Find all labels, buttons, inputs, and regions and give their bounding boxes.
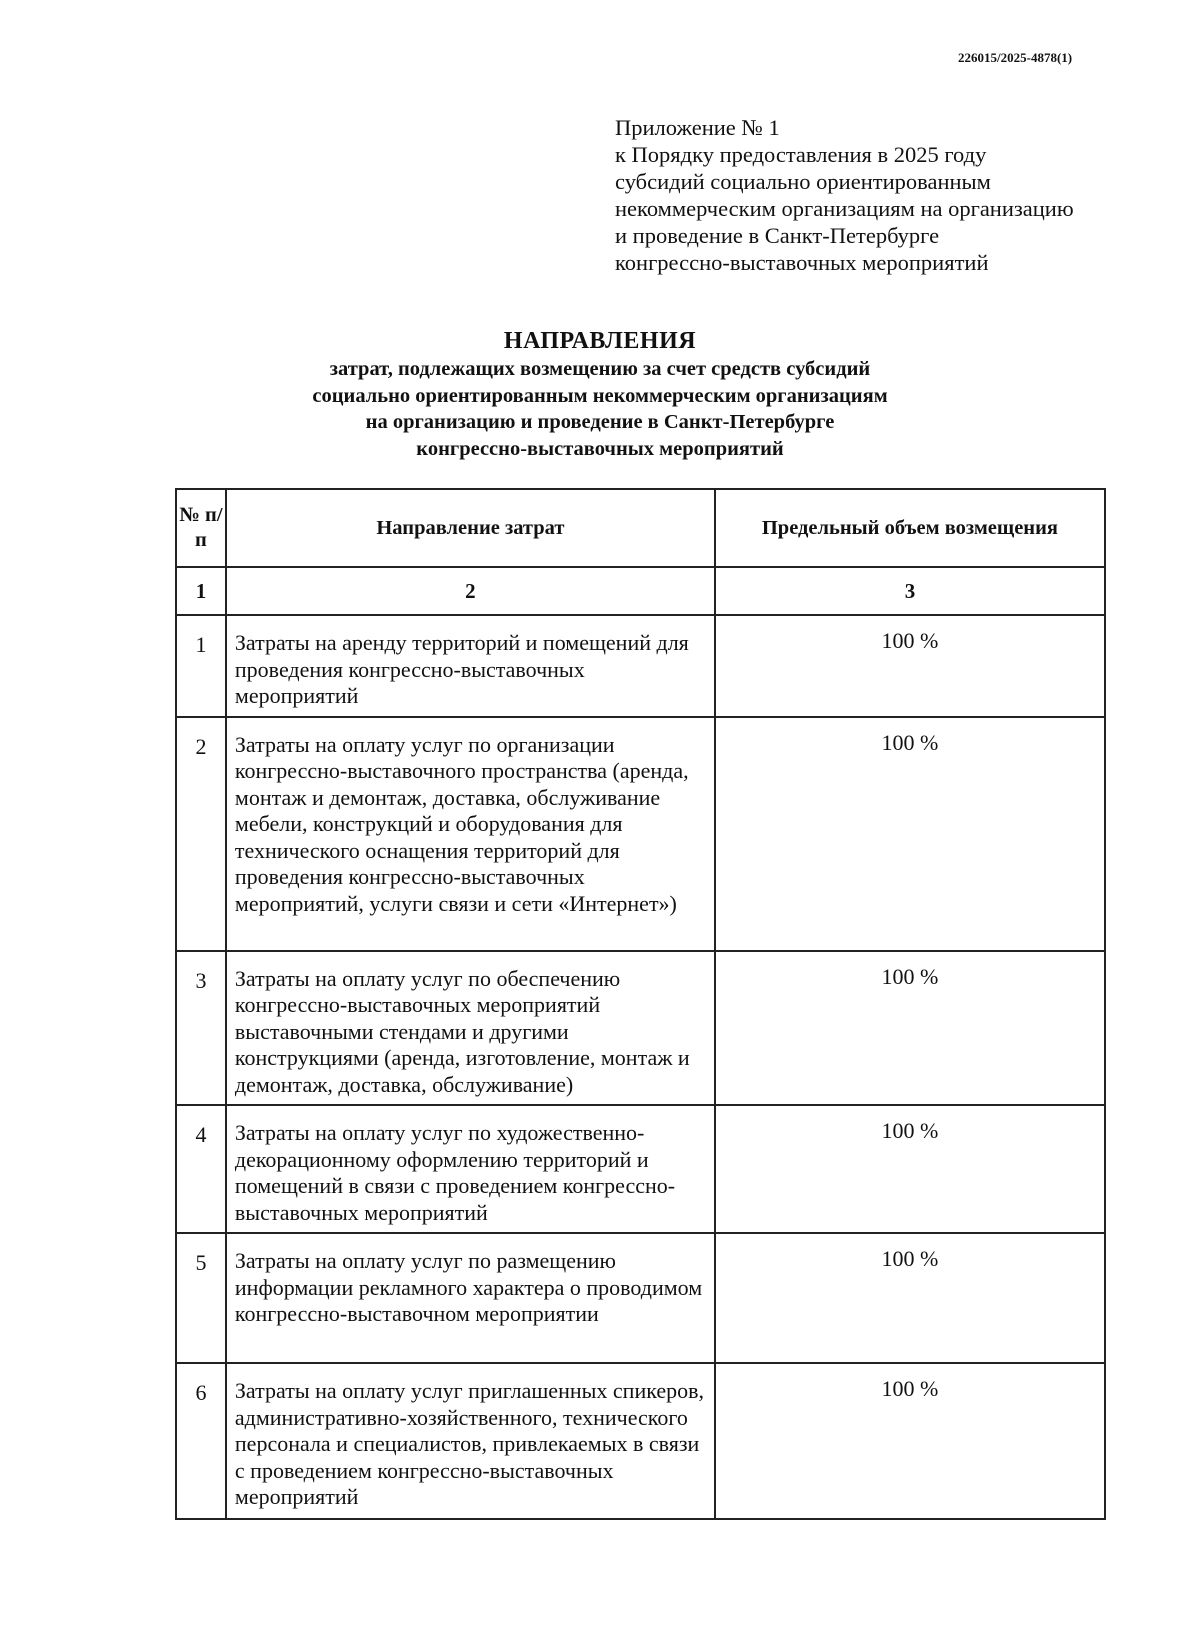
table-row bbox=[176, 1105, 1105, 1233]
row-number: 3 bbox=[176, 951, 226, 1106]
row-direction: Затраты на оплату услуг по художественно-декорационному оформлению территорий и помещений в связи с проведением конгрессно-выставочных мероприятий bbox=[226, 1105, 715, 1233]
appendix-line: к Порядку предоставления в 2025 году bbox=[615, 142, 987, 167]
row-direction: Затраты на оплату услуг по размещению информации рекламного характера о проводимом конгрессно-выставочном мероприятии bbox=[226, 1233, 715, 1363]
row-limit: 100 % bbox=[715, 1363, 1105, 1519]
appendix-line: конгрессно-выставочных мероприятий bbox=[615, 250, 989, 275]
heading-subtitle-line: социально ориентированным некоммерческим организациям bbox=[312, 384, 888, 407]
column-number: 1 bbox=[176, 567, 226, 615]
column-number-row bbox=[176, 567, 1105, 615]
cost-directions-table bbox=[175, 488, 1106, 1520]
heading-subtitle-line: затрат, подлежащих возмещению за счет средств субсидий bbox=[329, 358, 871, 380]
appendix-line: некоммерческим организациям на организацию bbox=[615, 196, 1074, 221]
heading-subtitle-line: конгрессно-выставочных мероприятий bbox=[416, 437, 784, 460]
row-limit: 100 % bbox=[715, 951, 1105, 1106]
table-header-row bbox=[176, 489, 1105, 567]
row-direction: Затраты на оплату услуг по организации конгрессно-выставочного пространства (аренда, монтаж и демонтаж, доставка, обслуживание мебели, конструкций и оборудования для технического оснащения территорий для проведения конгрессно-выставочных мероприятий, услуги связи и сети «Интернет») bbox=[226, 717, 715, 951]
row-limit: 100 % bbox=[715, 1233, 1105, 1363]
row-direction: Затраты на аренду территорий и помещений для проведения конгрессно-выставочных мероприятий bbox=[226, 615, 715, 717]
document-heading bbox=[0, 326, 1200, 462]
row-number: 6 bbox=[176, 1363, 226, 1519]
row-number: 4 bbox=[176, 1105, 226, 1233]
header-direction: Направление затрат bbox=[226, 489, 715, 567]
appendix-line: субсидий социально ориентированным bbox=[615, 169, 991, 194]
document-id: 226015/2025-4878(1) bbox=[958, 50, 1073, 65]
table-row bbox=[176, 1363, 1105, 1519]
row-direction: Затраты на оплату услуг приглашенных спикеров, административно-хозяйственного, технического персонала и специалистов, привлекаемых в связи с проведением конгрессно-выставочных мероприятий bbox=[226, 1363, 715, 1519]
appendix-line: Приложение № 1 bbox=[615, 115, 780, 140]
column-number: 2 bbox=[226, 567, 715, 615]
table-row bbox=[176, 1233, 1105, 1363]
row-limit: 100 % bbox=[715, 1105, 1105, 1233]
table-row bbox=[176, 717, 1105, 951]
header-limit: Предельный объем возмещения bbox=[715, 489, 1105, 567]
appendix-line: и проведение в Санкт-Петербурге bbox=[615, 223, 940, 248]
row-limit: 100 % bbox=[715, 615, 1105, 717]
row-number: 1 bbox=[176, 615, 226, 717]
row-limit: 100 % bbox=[715, 717, 1105, 951]
heading-subtitle-line: на организацию и проведение в Санкт-Петербурге bbox=[365, 411, 835, 433]
table-row bbox=[176, 615, 1105, 717]
heading-title: НАПРАВЛЕНИЯ bbox=[503, 328, 697, 354]
header-number: № п/п bbox=[176, 489, 226, 567]
row-number: 2 bbox=[176, 717, 226, 951]
column-number: 3 bbox=[715, 567, 1105, 615]
table-row bbox=[176, 951, 1105, 1106]
row-direction: Затраты на оплату услуг по обеспечению конгрессно-выставочных мероприятий выставочными стендами и другими конструкциями (аренда, изготовление, монтаж и демонтаж, доставка, обслуживание) bbox=[226, 951, 715, 1106]
appendix-reference bbox=[615, 114, 1195, 276]
row-number: 5 bbox=[176, 1233, 226, 1363]
